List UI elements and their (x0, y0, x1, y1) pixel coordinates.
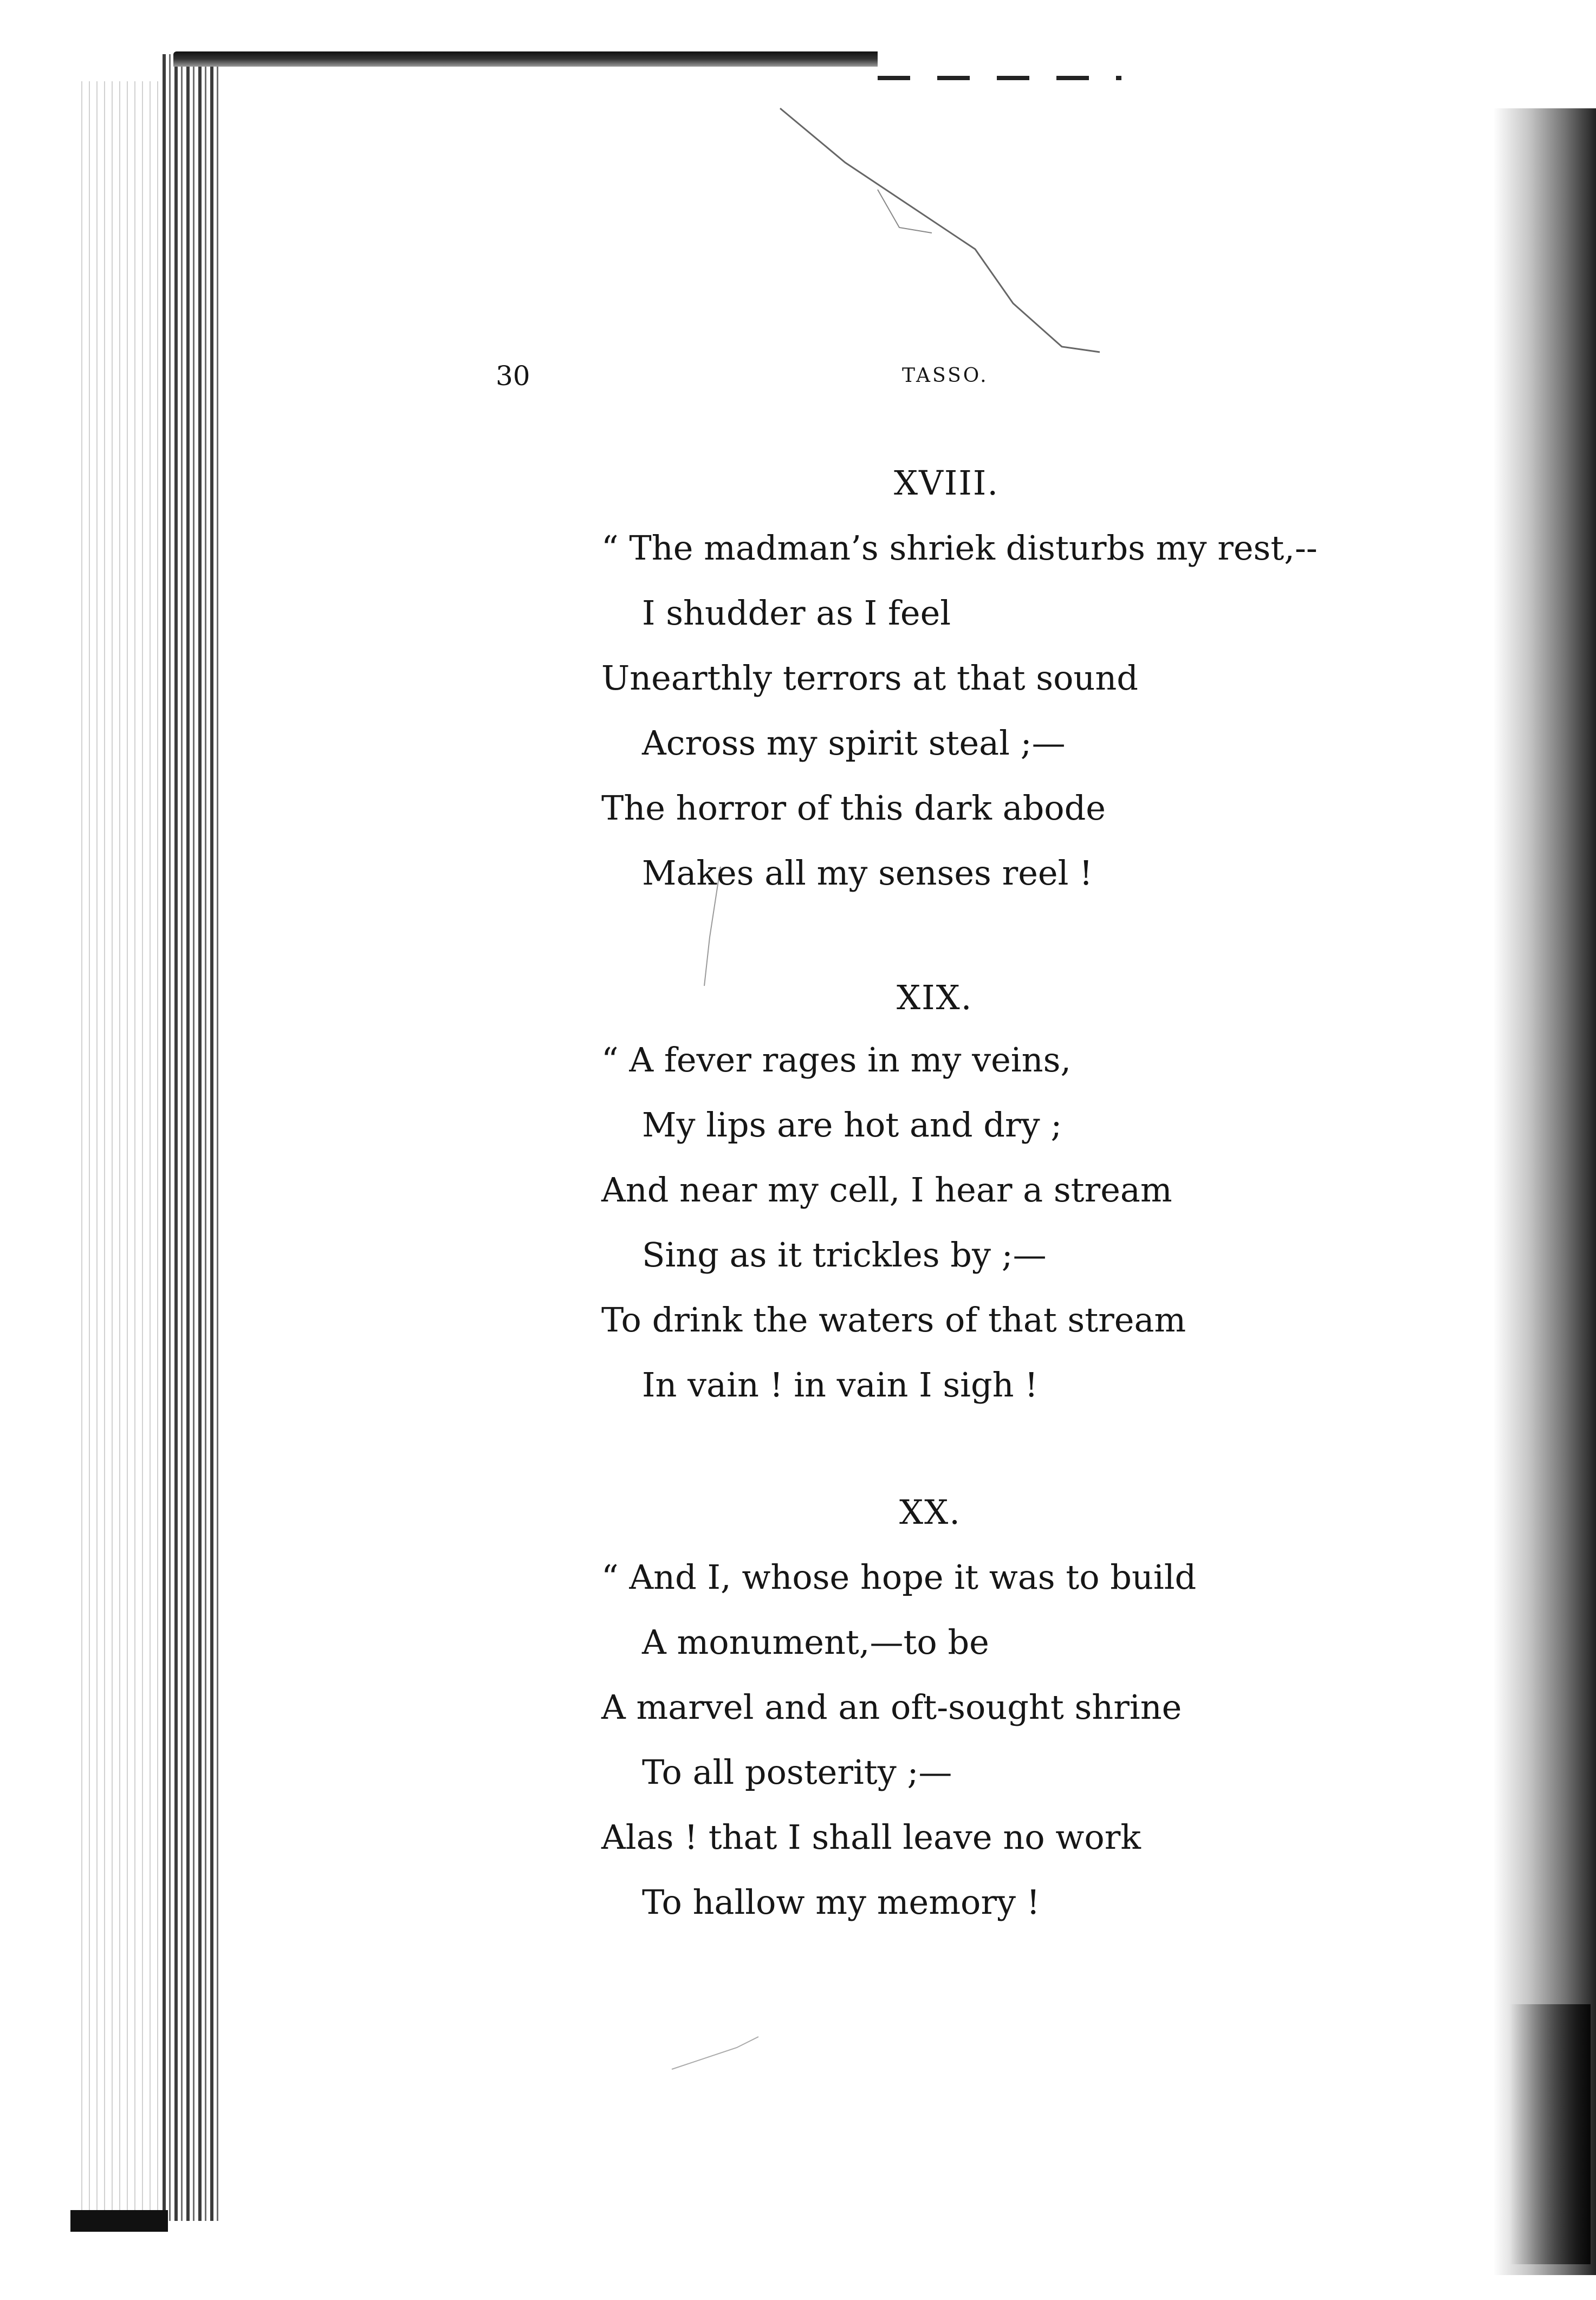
verse-line: Makes all my senses reel ! (642, 853, 1093, 893)
verse-line: To drink the waters of that stream (601, 1300, 1186, 1340)
verse-line: To hallow my memory ! (642, 1882, 1040, 1922)
verse-line: The horror of this dark abode (601, 788, 1106, 828)
verse-line: Across my spirit steal ;— (642, 723, 1066, 763)
verse-line: “ A fever rages in my veins, (601, 1040, 1072, 1080)
page-header (488, 360, 1084, 404)
verse-line: Alas ! that I shall leave no work (601, 1817, 1141, 1857)
verse-line: Unearthly terrors at that sound (601, 658, 1138, 698)
stanza-numeral: XVIII. (894, 463, 1000, 503)
verse-line: To all posterity ;— (642, 1752, 952, 1792)
verse-line: Sing as it trickles by ;— (642, 1235, 1047, 1275)
verse-line: And near my cell, I hear a stream (601, 1170, 1172, 1210)
verse-line: A monument,—to be (642, 1622, 989, 1662)
running-head: TASSO. (902, 365, 989, 387)
verse-line: “ The madman’s shriek disturbs my rest,-- (601, 528, 1318, 568)
verse-line: A marvel and an oft-sought shrine (601, 1687, 1182, 1727)
page-number: 30 (496, 360, 530, 392)
verse-line: I shudder as I feel (642, 593, 951, 633)
verse-line: “ And I, whose hope it was to build (601, 1557, 1197, 1597)
verse-line: In vain ! in vain I sigh ! (642, 1365, 1039, 1405)
stanza-numeral: XX. (899, 1492, 961, 1532)
stanza-numeral: XIX. (897, 978, 973, 1017)
verse-line: My lips are hot and dry ; (642, 1105, 1062, 1145)
